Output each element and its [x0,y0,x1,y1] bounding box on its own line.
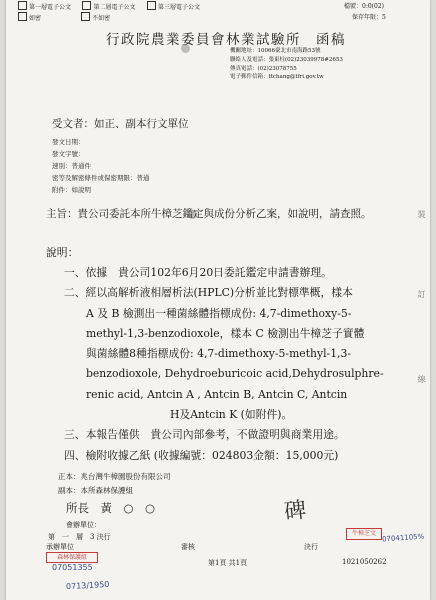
checkbox-label: 不如密 [92,15,111,22]
checkbox-label: 第二層電子公文 [93,4,136,11]
copies-block [58,470,171,498]
explanation-body [64,263,384,466]
handwritten-note: 07051355 [52,563,93,572]
subject-block [46,204,416,224]
checkbox [81,12,90,21]
explanation-line: 與菌絲體8種指標成份: 4,7-dimethoxy-5-methyl-1,3- [86,347,352,361]
issue-number: 發文字號： [52,150,85,158]
approval-stamp: 牛樟芝文 [346,528,382,540]
explanation-line: benzodioxole, Dehydroeburicoic acid,Dehydrosulphre- [86,367,384,381]
checkbox-label: 第一層電子公文 [29,4,72,11]
attachment-note: 附件：如說明 [52,186,91,194]
approval-label: 決行 [304,543,318,551]
cc-recipient: 副本：本所森林保護組 [58,486,133,495]
subject-label: 主旨： [46,208,78,220]
review-label: 審核 [181,543,195,551]
org-address: 機關地址：10066臺北市南海路53號 [230,48,321,54]
handwritten-note: 0713/1950 [65,579,110,592]
security-class: 密等及解密條件或保密期限：普通 [52,174,150,182]
document-title: 行政院農業委員會林業試驗所 函稿 [106,32,346,48]
issue-date: 發文日期： [52,138,85,146]
checkbox [147,1,156,10]
binding-mark: 裝 [417,210,426,218]
handwritten-note: 07041105% [381,532,425,544]
binding-mark: 訂 [417,290,426,298]
explanation-line: renic acid, Antcin A , Antcin B, Antcin C, Antcin [86,387,348,401]
document-page [6,0,430,600]
checkbox [18,1,27,10]
main-recipient: 正本：兆台灣牛樟園股份有限公司 [58,472,171,481]
doc-meta [52,136,150,196]
recipient-line: 受文者：如正、副本行文單位 [52,118,189,130]
explanation-line: A 及 B 檢測出一種菌絲體指標成份: 4,7-dimethoxy-5- [86,306,352,320]
explanation-item: 一、依據 貴公司102年6月20日委託鑑定申請書辦理。 [64,266,332,279]
org-email: 電子郵件信箱：ttchang@tfri.gov.tw [230,74,324,81]
subject-text: 貴公司委託本所牛樟芝鑑定與成份分析乙案，如說明，請查照。 [77,208,372,220]
checkbox [18,12,27,21]
org-contact: 聯絡人及電話：張東柱(02)23039978#2653 [230,56,343,63]
retention-period: 保存年限：5 [352,14,386,21]
undertaking-label: 承辦單位 [46,543,74,551]
checkbox-row [18,1,200,11]
layer-label: 第 一 層 3 決行 [48,533,111,541]
binding-mark: 線 [417,375,426,383]
checkbox-label: 第三層電子公文 [157,4,200,11]
explanation-item: 三、本報告僅供 貴公司內部參考，不做證明與商業用途。 [64,428,345,442]
checkbox-row [18,12,110,22]
explanation-line: H及Antcin K (如附件)。 [170,408,293,422]
explanation-item: 四、檢附收據乙紙 (收據編號：024803金額：15,000元) [64,448,339,462]
file-number: 檔號：0:0(02) [344,3,384,10]
explanation-label: 說明： [46,246,79,259]
checkbox [82,1,91,10]
director-line: 所長 黃 ○ ○ [66,501,156,515]
explanation-line: methyl-1,3-benzodioxole，樣本 C 檢測出牛樟芝子實體 [86,326,365,340]
org-fax: 傳真電話：(02)23078755 [230,65,297,72]
director-signature: 碑 [282,497,308,526]
org-info [230,47,343,82]
page-number: 第1頁 共1頁 [208,559,248,567]
doc-serial-number: 1021050262 [342,558,387,566]
speed-class: 速別：普通件 [52,162,91,170]
checkbox-label: 如密 [29,15,42,22]
meeting-unit: 會辦單位： [66,521,101,529]
department-stamp: 森林保護組 [46,552,98,563]
explanation-item: 二、經以高解析液相層析法(HPLC)分析並比對標準概，樣本 [64,286,353,300]
